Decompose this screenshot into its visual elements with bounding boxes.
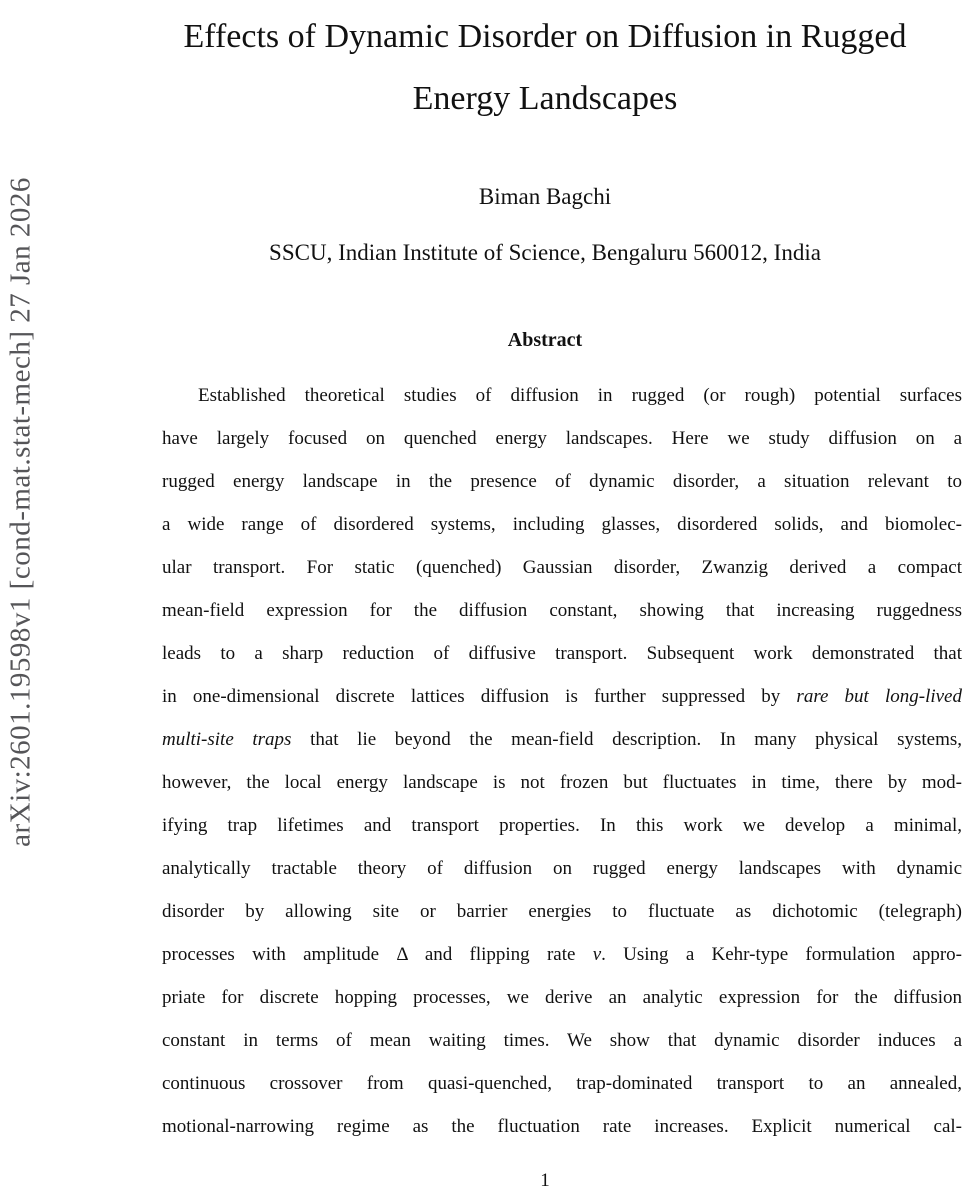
- abstract-line: rugged energy landscape in the presence of dynamic disorder, a situation relevant to: [162, 471, 962, 492]
- abstract-line: Established theoretical studies of diffusion in rugged (or rough) potential surfaces: [198, 385, 962, 406]
- arxiv-watermark: arXiv:2601.19598v1 [cond-mat.stat-mech] 27 Jan 2026: [4, 177, 37, 847]
- abstract-line: multi-site traps that lie beyond the mean-field description. In many physical systems,: [162, 729, 962, 750]
- abstract-line: leads to a sharp reduction of diffusive transport. Subsequent work demonstrated that: [162, 643, 962, 664]
- paper-title-line: Effects of Dynamic Disorder on Diffusion in Rugged: [183, 18, 907, 55]
- abstract-line: constant in terms of mean waiting times. We show that dynamic disorder induces a: [162, 1030, 962, 1051]
- paper-title: [120, 6, 970, 130]
- author-name: Biman Bagchi: [478, 184, 612, 209]
- document-body: [120, 0, 970, 1200]
- abstract-line: mean-field expression for the diffusion constant, showing that increasing ruggedness: [162, 600, 962, 621]
- abstract-line: disorder by allowing site or barrier energies to fluctuate as dichotomic (telegraph): [162, 901, 962, 922]
- affiliation: SSCU, Indian Institute of Science, Bengaluru 560012, India: [269, 240, 821, 265]
- abstract-line: ifying trap lifetimes and transport properties. In this work we develop a minimal,: [162, 815, 962, 836]
- abstract-line: motional-narrowing regime as the fluctuation rate increases. Explicit numerical cal-: [162, 1116, 962, 1137]
- abstract-line: however, the local energy landscape is not frozen but fluctuates in time, there by mod-: [162, 772, 962, 793]
- abstract-body: [162, 374, 962, 1148]
- abstract-heading: Abstract: [507, 329, 583, 351]
- abstract-line: a wide range of disordered systems, including glasses, disordered solids, and biomolec-: [162, 514, 962, 535]
- abstract-line: analytically tractable theory of diffusion on rugged energy landscapes with dynamic: [162, 858, 962, 879]
- abstract-line: priate for discrete hopping processes, we derive an analytic expression for the diffusion: [162, 987, 962, 1008]
- abstract-line: ular transport. For static (quenched) Gaussian disorder, Zwanzig derived a compact: [162, 557, 962, 578]
- abstract-line: processes with amplitude Δ and flipping rate ν. Using a Kehr-type formulation appro-: [162, 944, 962, 965]
- abstract-line: in one-dimensional discrete lattices diffusion is further suppressed by rare but long-lived: [162, 686, 962, 707]
- abstract-line: have largely focused on quenched energy landscapes. Here we study diffusion on a: [162, 428, 962, 449]
- paper-title-line: Energy Landscapes: [412, 80, 678, 117]
- abstract-line: continuous crossover from quasi-quenched, trap-dominated transport to an annealed,: [162, 1073, 962, 1094]
- page-number: 1: [540, 1170, 550, 1191]
